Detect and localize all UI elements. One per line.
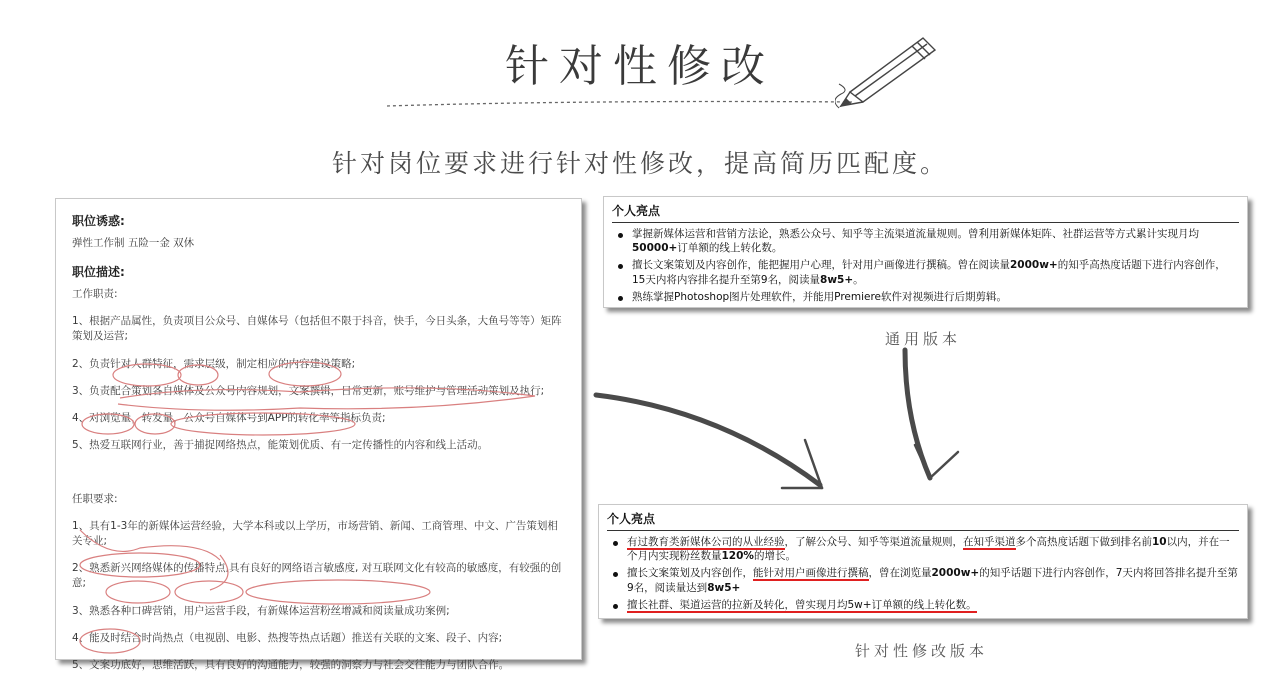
requirement-item: 4、能及时结合时尚热点（电视剧、电影、热搜等热点话题）推送有关联的文案、段子、内容;: [72, 631, 503, 644]
list-item: 熟练掌握Photoshop图片处理软件，并能用Premiere软件对视频进行后期剪辑。: [612, 290, 1239, 305]
highlights-heading: 个人亮点: [612, 203, 1239, 223]
dotted-underline: [385, 98, 855, 110]
requirement-item: 1、具有1-3年的新媒体运营经验，大学本科或以上学历，市场营销、新闻、工商管理、中文、广告策划相关专业;: [72, 519, 558, 547]
duty-item: 2、负责针对人群特征，需求层级，制定相应的内容建设策略;: [72, 357, 356, 370]
benefits-title: 职位诱惑:: [72, 214, 125, 228]
benefits-text: 弹性工作制 五险一金 双休: [72, 237, 195, 250]
list-item: 擅长社群、渠道运营的拉新及转化，曾实现月均5w+订单额的线上转化数。: [607, 598, 1239, 613]
list-item: 擅长文案策划及内容创作，能针对用户画像进行撰稿，曾在浏览量2000w+的知乎话题下进行内容创作，7天内将回答排名提升至第9名，阅读量达到8w5+: [607, 566, 1239, 595]
page-title: 针对性修改: [505, 41, 775, 92]
duty-item: 3、负责配合策划各自媒体及公众号内容规划，文案撰辑，日常更新，账号维护与管理活动策划及执行;: [72, 384, 545, 397]
requirement-item: 5、文案功底好，思维活跃，具有良好的沟通能力，较强的洞察力与社会交往能力与团队合作。: [72, 659, 510, 672]
generic-version-card: [603, 196, 1248, 308]
pencil-icon: [835, 30, 945, 110]
requirements-label: 任职要求:: [72, 492, 118, 505]
generic-caption: 通用版本: [885, 330, 962, 348]
targeted-version-card: [598, 504, 1248, 619]
duty-item: 1、根据产品属性，负责项目公众号、自媒体号（包括但不限于抖音，快手，今日头条，大鱼号等等）矩阵策划及运营;: [72, 315, 562, 343]
list-item: 有过教育类新媒体公司的从业经验，了解公众号、知乎等渠道流量规则，在知乎渠道多个高热度话题下做到排名前10以内，并在一个月内实现粉丝数量120%的增长。: [607, 535, 1239, 564]
requirement-item: 2、熟悉新兴网络媒体的传播特点,具有良好的网络语言敏感度, 对互联网文化有较高的敏感度，有较强的创意;: [72, 562, 562, 590]
page-subtitle: 针对岗位要求进行针对性修改，提高简历匹配度。: [331, 149, 948, 178]
job-posting-card: [55, 198, 582, 672]
duty-item: 5、热爱互联网行业，善于捕捉网络热点，能策划优质、有一定传播性的内容和线上活动。: [72, 439, 489, 452]
duties-label: 工作职责:: [72, 288, 118, 300]
list-item: 掌握新媒体运营和营销方法论，熟悉公众号、知乎等主流渠道流量规则。曾利用新媒体矩阵、社群运营等方式累计实现月均50000+订单额的线上转化数。: [612, 227, 1239, 256]
duty-item: 4、对浏览量，转发量，公众号自媒体号到APP的转化率等指标负责;: [72, 412, 386, 425]
highlights-heading: 个人亮点: [607, 511, 1239, 531]
requirement-item: 3、熟悉各种口碑营销，用户运营手段，有新媒体运营粉丝增减和阅读量成功案例;: [72, 604, 450, 617]
list-item: 擅长文案策划及内容创作，能把握用户心理，针对用户画像进行撰稿。曾在阅读量2000w+的知乎高热度话题下进行内容创作，15天内将内容排名提升至第9名，阅读量8w5+。: [612, 258, 1239, 287]
targeted-caption: 针对性修改版本: [855, 642, 989, 660]
description-title: 职位描述:: [72, 264, 125, 279]
